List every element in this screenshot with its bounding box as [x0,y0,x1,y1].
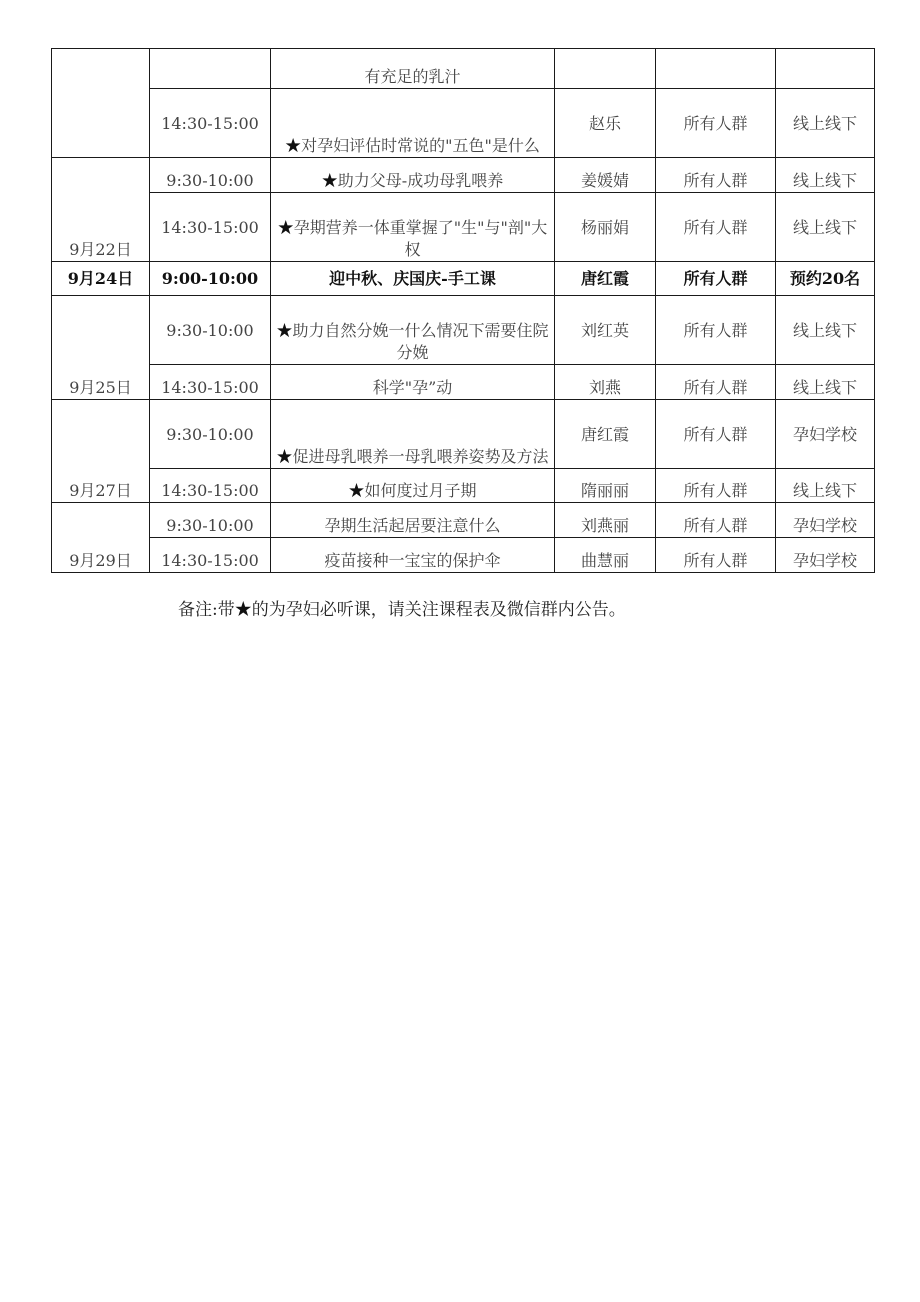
teacher-cell: 刘燕丽 [555,503,656,538]
topic-cell [271,538,555,573]
star-icon: ★ [276,321,293,340]
topic-cell [271,49,555,89]
table-row [52,503,875,538]
audience-cell: 所有人群 [656,262,776,296]
star-icon: ★ [348,481,365,500]
date-cell: 9月22日 [52,158,150,262]
table-row [52,262,875,296]
star-icon: ★ [234,600,252,620]
topic-text: 如何度过月子期 [364,481,477,500]
audience-cell: 所有人群 [656,296,776,365]
topic-text: 疫苗接种一宝宝的保护伞 [324,551,501,570]
time-cell: 9:00-10:00 [150,262,271,296]
topic-text: 孕期营养一体重掌握了"生"与"剖"大权 [293,218,548,259]
table-row [52,365,875,400]
star-icon: ★ [285,136,302,155]
mode-cell: 孕妇学校 [776,503,875,538]
table-row [52,400,875,469]
footnote-prefix: 备注:带 [178,600,235,620]
time-cell: 9:30-10:00 [150,400,271,469]
table-row [52,49,875,89]
topic-text: 孕期生活起居要注意什么 [324,516,501,535]
time-cell: 14:30-15:00 [150,365,271,400]
audience-cell: 所有人群 [656,400,776,469]
audience-cell [656,49,776,89]
audience-cell: 所有人群 [656,469,776,503]
teacher-cell: 唐红霞 [555,262,656,296]
time-cell: 14:30-15:00 [150,469,271,503]
topic-cell [271,503,555,538]
time-cell: 14:30-15:00 [150,89,271,158]
table-row [52,538,875,573]
topic-cell [271,469,555,503]
mode-cell: 线上线下 [776,89,875,158]
mode-cell: 线上线下 [776,365,875,400]
topic-text: 对孕妇评估时常说的"五色"是什么 [301,136,540,155]
course-schedule-table [51,48,875,573]
teacher-cell: 曲慧丽 [555,538,656,573]
mode-cell: 线上线下 [776,296,875,365]
time-cell: 9:30-10:00 [150,296,271,365]
time-cell: 14:30-15:00 [150,538,271,573]
topic-cell [271,400,555,469]
teacher-cell: 姜媛婧 [555,158,656,193]
time-cell [150,49,271,89]
time-cell: 14:30-15:00 [150,193,271,262]
mode-cell: 孕妇学校 [776,400,875,469]
topic-text: 有充足的乳汁 [364,67,461,86]
date-cell: 9月27日 [52,400,150,503]
time-cell: 9:30-10:00 [150,503,271,538]
table-row [52,469,875,503]
date-cell: 9月29日 [52,503,150,573]
table-row [52,89,875,158]
topic-cell [271,89,555,158]
teacher-cell: 杨丽娟 [555,193,656,262]
audience-cell: 所有人群 [656,503,776,538]
footnote [178,595,626,620]
topic-text: 迎中秋、庆国庆-手工课 [329,269,496,288]
audience-cell: 所有人群 [656,89,776,158]
topic-cell [271,262,555,296]
audience-cell: 所有人群 [656,193,776,262]
topic-text: 促进母乳喂养一母乳喂养姿势及方法 [292,447,549,466]
mode-cell: 孕妇学校 [776,538,875,573]
audience-cell: 所有人群 [656,158,776,193]
table-row [52,296,875,365]
star-icon: ★ [277,218,294,237]
topic-cell [271,158,555,193]
topic-text: 科学"孕”动 [372,378,453,397]
mode-cell: 线上线下 [776,469,875,503]
topic-text: 助力父母-成功母乳喂养 [337,171,504,190]
topic-cell [271,193,555,262]
topic-text: 助力自然分娩一什么情况下需要住院分娩 [292,321,549,362]
table-row [52,158,875,193]
mode-cell: 预约20名 [776,262,875,296]
footnote-suffix: 的为孕妇必听课，请关注课程表及微信群内公告。 [251,600,626,620]
teacher-cell: 刘红英 [555,296,656,365]
topic-cell [271,365,555,400]
topic-cell [271,296,555,365]
teacher-cell: 赵乐 [555,89,656,158]
star-icon: ★ [276,447,293,466]
teacher-cell [555,49,656,89]
teacher-cell: 隋丽丽 [555,469,656,503]
date-cell: 9月25日 [52,296,150,400]
audience-cell: 所有人群 [656,365,776,400]
mode-cell [776,49,875,89]
audience-cell: 所有人群 [656,538,776,573]
teacher-cell: 刘燕 [555,365,656,400]
teacher-cell: 唐红霞 [555,400,656,469]
time-cell: 9:30-10:00 [150,158,271,193]
star-icon: ★ [321,171,338,190]
date-cell: 9月24日 [52,262,150,296]
date-cell [52,49,150,158]
table-row [52,193,875,262]
mode-cell: 线上线下 [776,193,875,262]
mode-cell: 线上线下 [776,158,875,193]
